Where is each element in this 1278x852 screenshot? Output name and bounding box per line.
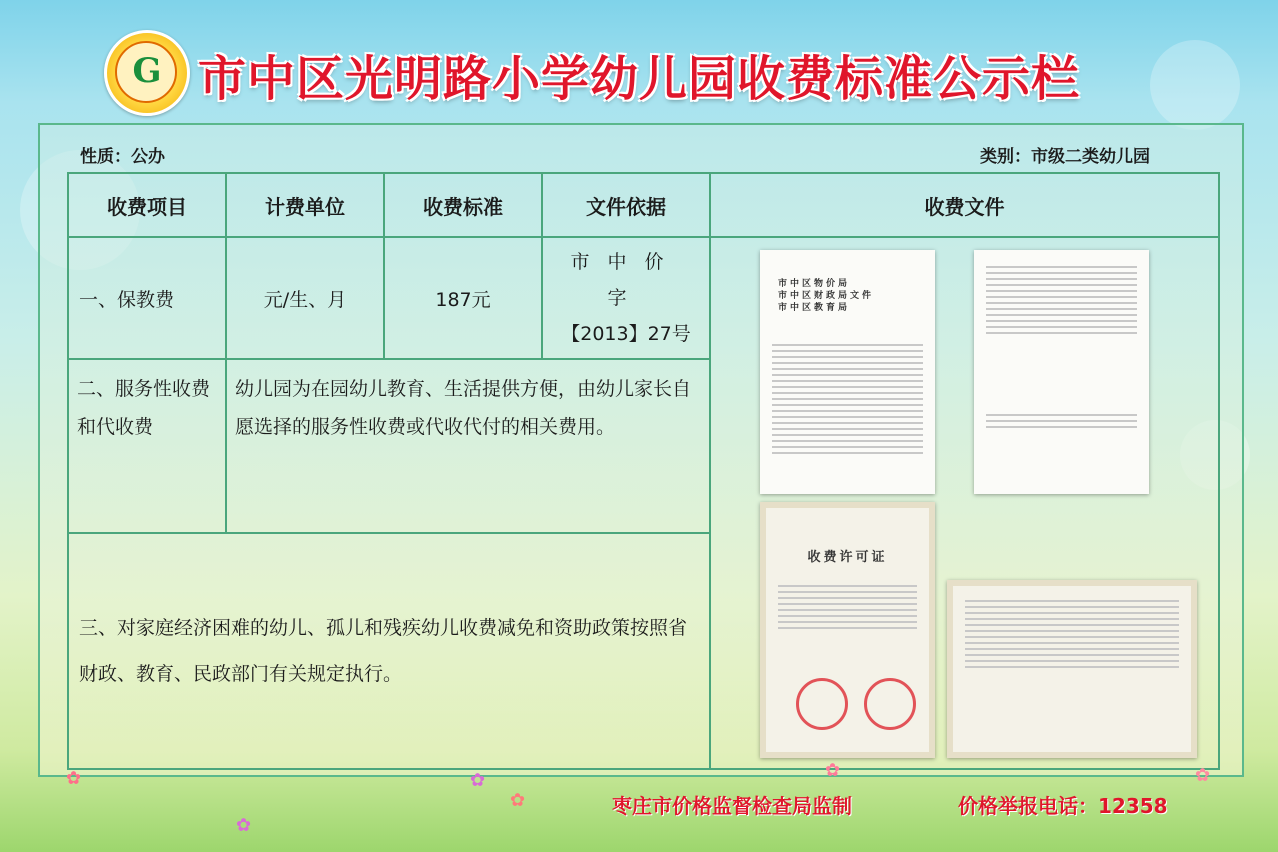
fee-schedule-scan bbox=[947, 580, 1197, 758]
doc1-header-3: 市中区教育局 bbox=[778, 303, 851, 313]
flower-decoration: ✿ bbox=[825, 760, 841, 781]
hotline-label: 价格举报电话：12358 bbox=[958, 794, 1168, 818]
fee-policy: 三、对家庭经济困难的幼儿、孤儿和残疾幼儿收费减免和资助政策按照省财政、教育、民政部门有关规定执行。 bbox=[68, 533, 710, 769]
category-label: 类别：市级二类幼儿园 bbox=[980, 147, 1150, 167]
red-seal bbox=[864, 678, 916, 730]
basis-line-2: 【2013】27号 bbox=[561, 323, 691, 345]
header-item: 收费项目 bbox=[68, 173, 226, 237]
document-scan-2 bbox=[974, 250, 1149, 494]
logo-letter: G bbox=[132, 51, 162, 91]
page-title: 市中区光明路小学幼儿园收费标准公示栏 bbox=[198, 51, 1081, 107]
doc2-body bbox=[974, 266, 1149, 334]
fee-standard: 187元 bbox=[384, 237, 542, 359]
flower-decoration: ✿ bbox=[470, 770, 486, 791]
header-basis: 文件依据 bbox=[542, 173, 710, 237]
red-seal bbox=[796, 678, 848, 730]
flower-decoration: ✿ bbox=[1195, 765, 1211, 786]
school-logo bbox=[104, 30, 190, 116]
header-documents: 收费文件 bbox=[710, 173, 1219, 237]
fee-item: 一、保教费 bbox=[68, 237, 226, 359]
flower-decoration: ✿ bbox=[510, 790, 526, 811]
fee-unit: 元/生、月 bbox=[226, 237, 384, 359]
fee-item: 二、服务性收费和代收费 bbox=[68, 359, 226, 533]
license-title: 收费许可证 bbox=[807, 550, 888, 565]
doc1-header-2: 市中区财政局文件 bbox=[778, 291, 875, 301]
fee-basis bbox=[542, 237, 710, 359]
fee-description: 幼儿园为在园幼儿教育、生活提供方便，由幼儿家长自愿选择的服务性收费或代收代付的相关费用。 bbox=[226, 359, 710, 533]
nature-label: 性质：公办 bbox=[80, 147, 165, 167]
doc1-body bbox=[760, 344, 935, 454]
supervisor-label: 枣庄市价格监督检查局监制 bbox=[612, 794, 852, 818]
schedule-body bbox=[953, 600, 1191, 668]
header-standard: 收费标准 bbox=[384, 173, 542, 237]
table-header-row bbox=[68, 173, 1219, 237]
doc2-footer bbox=[974, 414, 1149, 428]
header bbox=[0, 0, 1278, 118]
doc1-header-1: 市中区物价局 bbox=[778, 279, 851, 289]
header-unit: 计费单位 bbox=[226, 173, 384, 237]
license-body bbox=[766, 585, 929, 629]
flower-decoration: ✿ bbox=[66, 768, 82, 789]
license-certificate-scan bbox=[760, 502, 935, 758]
document-scan-1 bbox=[760, 250, 935, 494]
basis-line-1: 市中价字 bbox=[570, 251, 682, 309]
flower-decoration: ✿ bbox=[236, 815, 252, 836]
